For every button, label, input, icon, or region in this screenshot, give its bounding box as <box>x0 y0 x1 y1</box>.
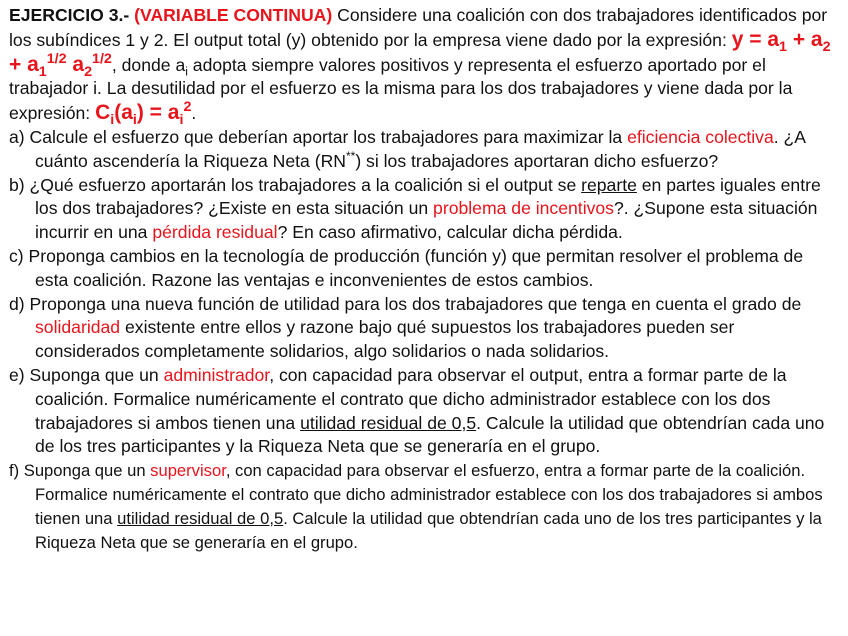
highlight-solidaridad: solidaridad <box>35 317 121 338</box>
underline-utilidad-residual-e: utilidad residual de 0,5 <box>300 412 477 433</box>
underline-reparte: reparte <box>581 174 637 195</box>
highlight-perdida-residual: pérdida residual <box>152 222 278 243</box>
statement-text-1: Considere una coalición con dos trabajadores identificados por los subíndices 1 y 2. El output total (y) obtenido por la empresa viene dado por la expresión: <box>9 5 828 50</box>
underline-utilidad-residual-f: utilidad residual de 0,5 <box>117 508 284 528</box>
question-a: a) Calcule el esfuerzo que deberían aportar los trabajadores para maximizar la eficiencia colectiva. ¿A cuánto ascendería la Riqueza Neta (RN**) si los trabajadores aportaran dicho esfuerzo? <box>9 126 806 171</box>
highlight-eficiencia-colectiva: eficiencia colectiva <box>627 126 774 147</box>
output-formula: $y = a_1 + a_2 + a_1^{1/2}$ $a_2^{1/2}$ <box>9 27 831 80</box>
cost-formula: $C_i(a_i) = a_i^2$ <box>95 99 192 129</box>
highlight-problema-incentivos: problema de incentivos <box>433 198 614 219</box>
highlight-supervisor: supervisor <box>150 461 226 481</box>
statement-text-2: , donde a <box>111 54 186 75</box>
question-d: d) Proponga una nueva función de utilidad para los dos trabajadores que tenga en cuenta el grado de solidaridad existente entre ellos y razone bajo qué supuestos los trabajadores pueden ser considerados completamente solidarios, algo solidarios o nada solidarios. <box>9 293 802 362</box>
highlight-administrador: administrador <box>163 364 270 385</box>
exercise-title: EJERCICIO 3.- <box>9 5 130 25</box>
exercise-variant: (VARIABLE CONTINUA) <box>134 5 333 25</box>
question-b: b) ¿Qué esfuerzo aportarán los trabajadores a la coalición si el output se reparte en partes iguales entre los dos trabajadores? ¿Existe en esta situación un problema de incentivos?. ¿Supone esta situación incurrir en una pérdida residual? En caso afirmativo, calcular dicha pérdida. <box>9 174 821 243</box>
question-c: c) Proponga cambios en la tecnología de producción (función y) que permitan resolver el problema de esta coalición. Razone las ventajas e inconvenientes de estos cambios. <box>9 245 804 290</box>
statement-text-3: adopta siempre valores positivos y representa el esfuerzo aportado por el trabajador i. La desutilidad por el esfuerzo es la misma para los dos trabajadores y viene dada por la expresión: <box>9 54 793 124</box>
question-e: e) Suponga que un administrador, con capacidad para observar el output, entra a formar parte de la coalición. Formalice numéricamente el contrato que dicho administrador establece con los dos trabajadores si ambos tienen una utilidad residual de 0,5. Calcule la utilidad que obtendrían cada uno de los tres participantes y la Riqueza Neta que se generaría en el grupo. <box>9 364 825 457</box>
exercise-statement: EJERCICIO 3.- (VARIABLE CONTINUA) Considere una coalición con dos trabajadores identificados por los subíndices 1 y 2. El output total (y) obtenido por la empresa viene dado por la expresión: $y = a_1 + a_2 + a_1^{1/2}$ $a_2^{1/2}$, donde $a_i$ adopta siempre valores positivos y representa el esfuerzo aportado por el trabajador i. La desutilidad por el esfuerzo es la misma para los dos trabajadores y viene dada por la expresión: $C_i(a_i) = a_i^2$. <box>9 5 831 129</box>
question-f: f) Suponga que un supervisor, con capacidad para observar el esfuerzo, entra a formar parte de la coalición. Formalice numéricamente el contrato que dicho administrador establece con los dos trabajadores si ambos tienen una utilidad residual de 0,5. Calcule la utilidad que obtendrían cada uno de los tres participantes y la Riqueza Neta que se generaría en el grupo. <box>9 461 823 552</box>
